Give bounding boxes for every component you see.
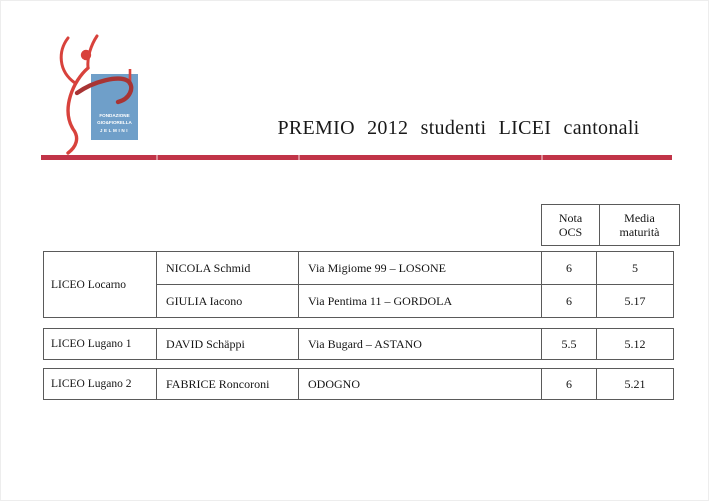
address-cell: ODOGNO: [299, 369, 542, 400]
nota-cell: 6: [542, 285, 597, 318]
nota-ocs-header: [542, 205, 600, 246]
page-title: PREMIO 2012 studenti LICEI cantonali: [277, 117, 640, 139]
student-name-cell: DAVID Schäppi: [157, 329, 299, 360]
student-name-cell: NICOLA Schmid: [157, 252, 299, 285]
liceo-lugano1-table: [43, 328, 674, 360]
rule-segment-gap: [541, 155, 543, 160]
fondazione-jelmini-logo: [49, 29, 144, 159]
media-header-line1: Media: [624, 211, 655, 225]
nota-cell: 6: [542, 369, 597, 400]
logo-org-line1: FONDAZIONE: [99, 113, 130, 118]
school-cell: LICEO Lugano 2: [44, 369, 157, 400]
nota-cell: 6: [542, 252, 597, 285]
logo-org-line3: JELMINI: [99, 128, 130, 133]
table-row: [44, 329, 674, 360]
nota-cell: 5.5: [542, 329, 597, 360]
table-row: [44, 252, 674, 285]
school-cell: LICEO Locarno: [44, 252, 157, 318]
media-header-line2: maturità: [619, 225, 660, 239]
school-cell: LICEO Lugano 1: [44, 329, 157, 360]
logo-org-line2: GIO&FIORELLA: [97, 120, 132, 125]
nota-header-line1: Nota: [558, 211, 583, 225]
media-cell: 5: [597, 252, 674, 285]
address-cell: Via Pentima 11 – GORDOLA: [299, 285, 542, 318]
address-cell: Via Bugard – ASTANO: [299, 329, 542, 360]
rule-segment-gap: [156, 155, 158, 160]
media-cell: 5.21: [597, 369, 674, 400]
student-name-cell: FABRICE Roncoroni: [157, 369, 299, 400]
rule-segment-gap: [298, 155, 300, 160]
student-name-cell: GIULIA Iacono: [157, 285, 299, 318]
nota-header-line2: OCS: [558, 225, 583, 239]
media-maturita-header: [600, 205, 680, 246]
red-divider-rule: [41, 155, 672, 160]
address-cell: Via Migiome 99 – LOSONE: [299, 252, 542, 285]
liceo-locarno-table: [43, 251, 674, 318]
score-header-table: [541, 204, 680, 246]
table-row: [44, 369, 674, 400]
liceo-lugano2-table: [43, 368, 674, 400]
media-cell: 5.17: [597, 285, 674, 318]
media-cell: 5.12: [597, 329, 674, 360]
